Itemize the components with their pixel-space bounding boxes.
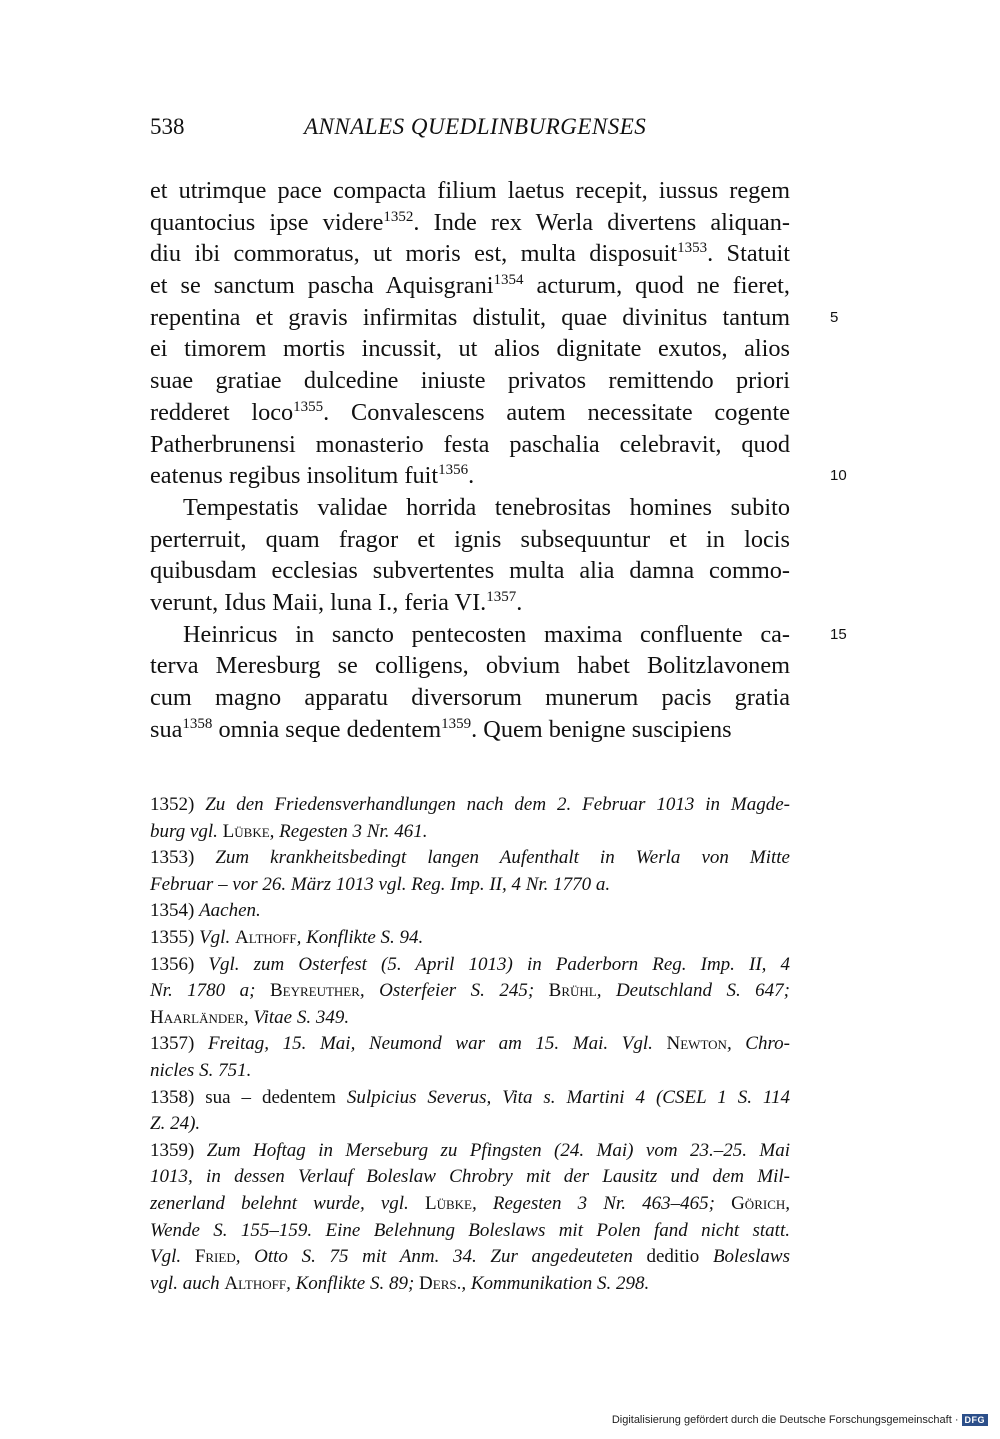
text-span: quantocius ipse videre bbox=[150, 208, 384, 236]
footnote-line bbox=[150, 872, 790, 899]
footnote-line bbox=[150, 1111, 790, 1138]
text-span: Brühl bbox=[548, 980, 597, 1002]
dfg-logo: DFG bbox=[962, 1414, 989, 1426]
text-span: vgl. auch bbox=[150, 1272, 225, 1294]
text-span: Newton bbox=[666, 1033, 727, 1055]
footnote-line bbox=[150, 1164, 790, 1191]
text-span: 1352) bbox=[150, 794, 206, 815]
text-span: Aachen. bbox=[199, 900, 261, 922]
footnote-ref: 1359 bbox=[441, 715, 472, 732]
footnote-line bbox=[150, 1271, 790, 1298]
text-span: omnia seque dedentem bbox=[212, 715, 442, 743]
text-span: 1358) sua – dedentem bbox=[150, 1086, 347, 1108]
text-span: et utrimque pace compacta filium laetus recepit, iussus regem bbox=[150, 177, 790, 204]
footnote-ref: 1356 bbox=[438, 462, 469, 479]
text-span: suae gratiae dulcedine iniuste privatos remittendo priori bbox=[150, 367, 790, 395]
footnote-line bbox=[150, 792, 790, 819]
text-span: perterruit, quam fragor et ignis subsequuntur et in locis bbox=[150, 525, 790, 553]
text-line bbox=[150, 460, 790, 492]
text-line bbox=[150, 365, 790, 397]
text-span: . bbox=[468, 462, 475, 490]
text-span: , Otto S. 75 mit Anm. 34. Zur angedeuteten bbox=[235, 1246, 647, 1268]
dfg-credit bbox=[612, 1414, 988, 1426]
footnote-line bbox=[150, 925, 790, 952]
running-title: ANNALES QUEDLINBURGENSES bbox=[304, 114, 647, 139]
text-line bbox=[150, 175, 790, 207]
text-span: Boleslaws bbox=[712, 1246, 790, 1268]
text-line bbox=[150, 650, 790, 682]
text-span: Z. 24). bbox=[150, 1113, 201, 1135]
page-header bbox=[150, 114, 790, 148]
footnote-line bbox=[150, 1218, 790, 1245]
text-span: Haarländer bbox=[150, 1006, 244, 1028]
text-span: Zum Hoftag in Merseburg zu Pfingsten (24. Mai) vom 23.–25. Mai bbox=[206, 1139, 791, 1161]
footnote-line bbox=[150, 1005, 790, 1032]
text-span: . Convalescens autem necessitate cogente bbox=[323, 398, 790, 426]
text-span: 1357) bbox=[150, 1033, 208, 1055]
text-span: Freitag, 15. Mai, Neumond war am 15. Mai. Vgl. bbox=[207, 1033, 667, 1055]
text-span: sua bbox=[150, 715, 183, 743]
text-span: Heinricus in sancto pentecosten maxima confluente ca- bbox=[183, 620, 790, 648]
text-span: . Quem benigne suscipiens bbox=[471, 715, 732, 743]
text-line bbox=[150, 714, 790, 746]
text-span: Beyreuther bbox=[269, 980, 360, 1002]
text-span: cum magno apparatu diversorum munerum pacis gratia bbox=[150, 684, 790, 711]
line-number: 10 bbox=[830, 467, 847, 485]
text-line bbox=[150, 524, 790, 556]
text-span: Ders. bbox=[419, 1272, 462, 1294]
footnote-line bbox=[150, 978, 790, 1005]
footnote-line bbox=[150, 1031, 790, 1058]
text-line bbox=[150, 555, 790, 587]
text-line bbox=[150, 270, 790, 302]
text-line bbox=[150, 682, 790, 714]
text-span: deditio bbox=[646, 1246, 713, 1268]
text-span: 1355) bbox=[150, 926, 200, 948]
text-line bbox=[150, 302, 790, 334]
text-span: , Konflikte S. 94. bbox=[296, 926, 424, 948]
footnotes bbox=[150, 792, 790, 1297]
footnote-line bbox=[150, 1058, 790, 1085]
text-span: , Regesten 3 Nr. 461. bbox=[269, 820, 428, 842]
line-number: 5 bbox=[830, 308, 839, 326]
footnote-ref: 1353 bbox=[677, 240, 708, 257]
footnote-ref: 1358 bbox=[182, 715, 213, 732]
text-span: , Chro- bbox=[726, 1033, 790, 1055]
text-span: terva Meresburg se colligens, obvium habet Bolitzlavonem bbox=[150, 652, 790, 680]
text-span: Vgl. bbox=[150, 1246, 195, 1268]
text-span: 1354) bbox=[150, 900, 200, 922]
footnote-line bbox=[150, 819, 790, 846]
text-line bbox=[150, 333, 790, 365]
footnote-line bbox=[150, 845, 790, 872]
text-span: . Statuit bbox=[707, 240, 790, 268]
text-span: , Regesten 3 Nr. 463–465; bbox=[471, 1192, 732, 1214]
footnote-line bbox=[150, 1085, 790, 1112]
text-span: redderet loco bbox=[150, 398, 294, 426]
text-line bbox=[150, 587, 790, 619]
text-span: Zum krankheitsbedingt langen Aufenthalt in Werla von Mitte bbox=[215, 847, 790, 869]
text-span: verunt, Idus Maii, luna I., feria VI. bbox=[150, 588, 487, 616]
text-span: , Osterfeier S. 245; bbox=[359, 980, 549, 1002]
text-span: Görich bbox=[731, 1192, 786, 1214]
text-span: Vgl. bbox=[199, 926, 235, 948]
text-span: Lübke bbox=[222, 820, 270, 842]
text-span: , Deutschland S. 647; bbox=[596, 980, 790, 1002]
text-span: repentina et gravis infirmitas distulit, quae divinitus tantum bbox=[150, 303, 790, 331]
text-span: 1013, in dessen Verlauf Boleslaw Chrobry mit der Lausitz und dem Mil- bbox=[150, 1166, 790, 1188]
text-line bbox=[150, 429, 790, 461]
text-line bbox=[150, 492, 790, 524]
text-span: 1359) bbox=[150, 1139, 207, 1161]
text-span: Wende S. 155–159. Eine Belehnung Boleslaws mit Polen fand nicht statt. bbox=[150, 1219, 790, 1241]
text-span: Lübke bbox=[424, 1192, 472, 1214]
text-span: diu ibi commoratus, ut moris est, multa disposuit bbox=[150, 240, 678, 268]
footnote-ref: 1355 bbox=[293, 398, 324, 415]
footnote-ref: 1352 bbox=[383, 208, 414, 225]
footnote-line bbox=[150, 898, 790, 925]
text-span: , Konflikte S. 89; bbox=[286, 1272, 420, 1294]
main-text bbox=[150, 175, 847, 745]
text-span: . bbox=[516, 588, 523, 616]
text-span: et se sanctum pascha Aquisgrani bbox=[150, 272, 494, 300]
text-span: Althoff bbox=[234, 926, 297, 948]
text-span: . Inde rex Werla divertens aliquan- bbox=[413, 208, 791, 236]
footnote-line bbox=[150, 1138, 790, 1165]
text-span: nicles S. 751. bbox=[150, 1059, 252, 1081]
footnote-ref: 1357 bbox=[486, 588, 517, 605]
text-span: Fried bbox=[194, 1246, 236, 1268]
text-line bbox=[150, 619, 790, 651]
text-span: Zu den Friedensverhandlungen nach dem 2. Februar 1013 in Magde- bbox=[205, 794, 791, 815]
line-number: 15 bbox=[830, 625, 847, 643]
text-span: burg vgl. bbox=[150, 820, 223, 842]
credit-text: Digitalisierung gefördert durch die Deutsche Forschungsgemeinschaft · bbox=[611, 1414, 959, 1426]
text-span: , Kommunikation S. 298. bbox=[461, 1272, 650, 1294]
text-span: Februar – vor 26. März 1013 vgl. Reg. Imp. II, 4 Nr. 1770 a. bbox=[150, 873, 611, 895]
text-span: 1353) bbox=[150, 847, 216, 869]
text-span: , Vitae S. 349. bbox=[243, 1006, 350, 1028]
text-span: ei timorem mortis incussit, ut alios dignitate exutos, alios bbox=[150, 335, 790, 363]
footnote-line bbox=[150, 952, 790, 979]
text-span: Tempestatis validae horrida tenebrositas homines subito bbox=[183, 493, 790, 521]
text-line bbox=[150, 207, 790, 239]
text-span: Althoff bbox=[224, 1272, 287, 1294]
page-number: 538 bbox=[150, 114, 185, 139]
text-span: , bbox=[785, 1192, 790, 1214]
text-span: Sulpicius Severus, Vita s. Martini 4 (CSEL 1 S. 114 bbox=[346, 1086, 790, 1108]
text-span: 1356) bbox=[150, 953, 209, 975]
text-span: quibusdam ecclesias subvertentes multa alia damna commo- bbox=[150, 557, 790, 585]
text-span: Vgl. zum Osterfest (5. April 1013) in Paderborn Reg. Imp. II, 4 bbox=[208, 953, 790, 975]
text-span: zenerland belehnt wurde, vgl. bbox=[150, 1192, 425, 1214]
text-line bbox=[150, 238, 790, 270]
footnote-line bbox=[150, 1191, 790, 1218]
text-line bbox=[150, 397, 790, 429]
text-span: Patherbrunensi monasterio festa paschalia celebravit, quod bbox=[150, 430, 790, 458]
text-span: Nr. 1780 a; bbox=[150, 980, 270, 1002]
text-span: eatenus regibus insolitum fuit bbox=[150, 462, 439, 490]
footnote-ref: 1354 bbox=[493, 272, 524, 289]
footnote-line bbox=[150, 1244, 790, 1271]
text-span: acturum, quod ne fieret, bbox=[523, 272, 790, 300]
